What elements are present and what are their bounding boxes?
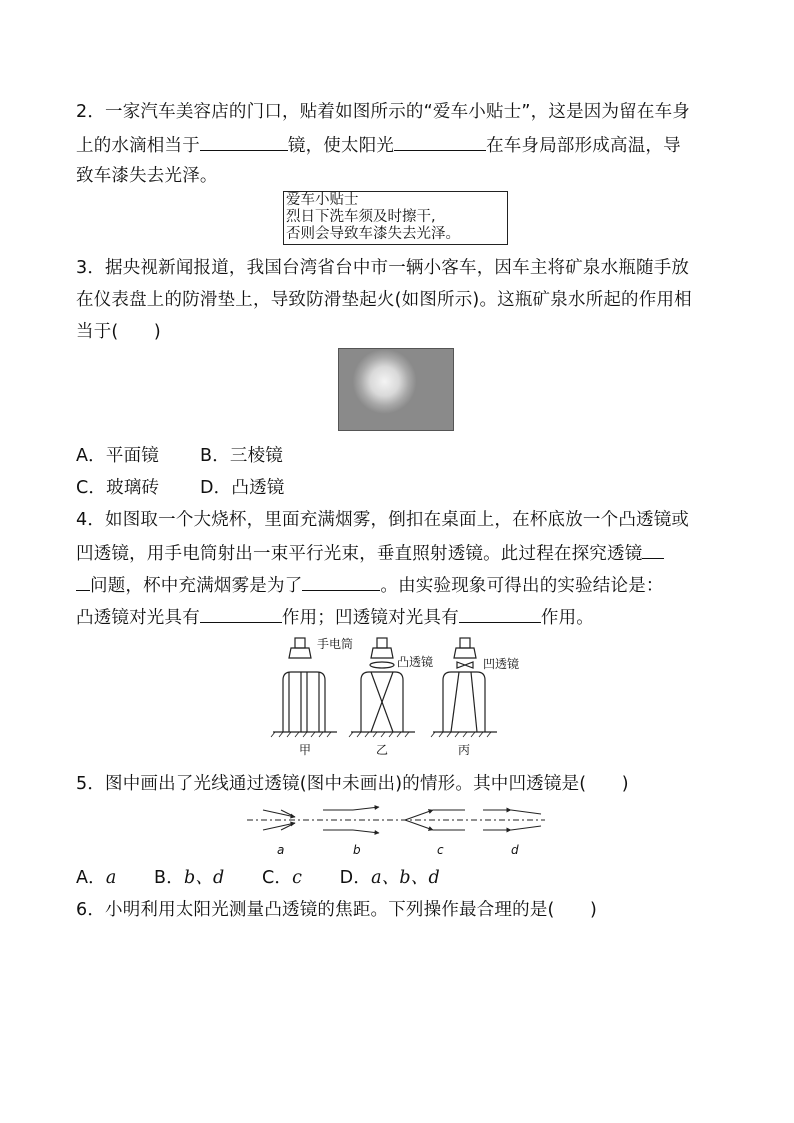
convex-lens-icon xyxy=(370,662,394,668)
label-flashlight: 手电筒 xyxy=(317,637,354,651)
q4-line-3 xyxy=(76,572,664,598)
q4-text-d: 凸透镜对光具有 xyxy=(76,608,200,628)
notice-line-1: 烈日下洗车须及时擦干, xyxy=(286,209,436,225)
q3-option-d[interactable]: D．凸透镜 xyxy=(200,478,285,498)
q2-line-3: 致车漆失去光泽。 xyxy=(76,166,218,186)
q2-blank-1[interactable] xyxy=(200,132,288,151)
q5-option-d[interactable] xyxy=(340,868,440,888)
car-care-notice xyxy=(283,191,508,245)
q5-option-a-value: a xyxy=(105,868,117,888)
flashlight-icon-3 xyxy=(460,638,470,648)
q3-line-2: 在仪表盘上的防滑垫上，导致防滑垫起火(如图所示)。这瓶矿泉水所起的作用相 xyxy=(76,290,692,310)
q4-text-b: 问题，杯中充满烟雾是为了 xyxy=(90,576,303,596)
q3-option-b[interactable]: B．三棱镜 xyxy=(200,446,284,466)
q2-text-c: 在车身局部形成高温，导 xyxy=(486,136,681,156)
label-b: b xyxy=(353,843,361,857)
q4-text-c: 。由实验现象可得出的实验结论是： xyxy=(380,576,664,596)
q3-line-3: 当于( ) xyxy=(76,322,161,342)
q5-option-d-letter: D． xyxy=(339,868,372,888)
q5-option-a[interactable] xyxy=(76,868,117,888)
flashlight-icon-2 xyxy=(377,638,387,648)
q4-line-1: 4．如图取一个大烧杯，里面充满烟雾，倒扣在桌面上，在杯底放一个凸透镜或 xyxy=(76,510,690,530)
q5-option-b-letter: B． xyxy=(154,868,184,888)
q3-line-1: 3．据央视新闻报道，我国台湾省台中市一辆小客车，因车主将矿泉水瓶随手放 xyxy=(76,258,690,278)
q2-blank-2[interactable] xyxy=(394,132,486,151)
label-concave: 凹透镜 xyxy=(483,657,520,671)
flashlight-icon xyxy=(295,638,305,648)
q5-option-c-value: c xyxy=(292,868,303,888)
q5-option-c-letter: C． xyxy=(262,868,293,888)
q4-line-2 xyxy=(76,540,664,566)
label-yi: 乙 xyxy=(376,743,389,757)
q5-option-b-value: b、d xyxy=(183,868,225,888)
label-c: c xyxy=(437,843,444,857)
q4-blank-1a[interactable] xyxy=(642,540,664,559)
q4-line-4 xyxy=(76,604,594,630)
q4-text-f: 作用。 xyxy=(540,608,595,628)
ray-diagram-figure xyxy=(245,802,550,858)
q4-blank-4[interactable] xyxy=(459,604,541,623)
flashlight-head-icon xyxy=(289,648,311,658)
panel-bing xyxy=(431,638,497,737)
concave-lens-icon xyxy=(457,662,473,668)
q2-text-a: 上的水滴相当于 xyxy=(76,136,200,156)
q3-option-a[interactable]: A．平面镜 xyxy=(76,446,159,466)
q2-line-1: 2．一家汽车美容店的门口，贴着如图所示的“爱车小贴士”，这是因为留在车身 xyxy=(76,102,690,122)
q3-option-c[interactable]: C．玻璃砖 xyxy=(76,478,160,498)
q4-text-e: 作用；凹透镜对光具有 xyxy=(281,608,459,628)
q2-text-b: 镜，使太阳光 xyxy=(287,136,395,156)
label-convex: 凸透镜 xyxy=(397,655,434,669)
panel-jia xyxy=(271,638,337,737)
q5-option-d-value: a、b、d xyxy=(371,868,440,888)
notice-line-2: 否则会导致车漆失去光泽。 xyxy=(286,226,460,242)
q5-options xyxy=(76,866,440,890)
q4-blank-2[interactable] xyxy=(302,572,380,591)
q5-option-b[interactable] xyxy=(154,868,224,888)
burning-mat-photo xyxy=(338,348,454,431)
panel-yi xyxy=(349,638,415,737)
q4-blank-3[interactable] xyxy=(200,604,282,623)
label-jia: 甲 xyxy=(299,743,312,757)
q5-option-a-letter: A． xyxy=(76,868,106,888)
q6-line-1: 6．小明利用太阳光测量凸透镜的焦距。下列操作最合理的是( ) xyxy=(76,900,597,920)
label-bing: 丙 xyxy=(458,743,471,757)
notice-title: 爱车小贴士 xyxy=(286,192,359,208)
q4-blank-1b[interactable] xyxy=(76,572,90,591)
q5-option-c[interactable] xyxy=(262,868,302,888)
label-a: a xyxy=(277,843,285,857)
beaker-bing xyxy=(443,672,485,732)
q2-line-2 xyxy=(76,132,681,158)
q4-text-a: 凹透镜，用手电筒射出一束平行光束，垂直照射透镜。此过程在探究透镜 xyxy=(76,544,643,564)
label-d: d xyxy=(511,843,519,857)
q5-line-1: 5．图中画出了光线通过透镜(图中未画出)的情形。其中凹透镜是( ) xyxy=(76,774,629,794)
lens-experiment-figure xyxy=(265,632,545,760)
